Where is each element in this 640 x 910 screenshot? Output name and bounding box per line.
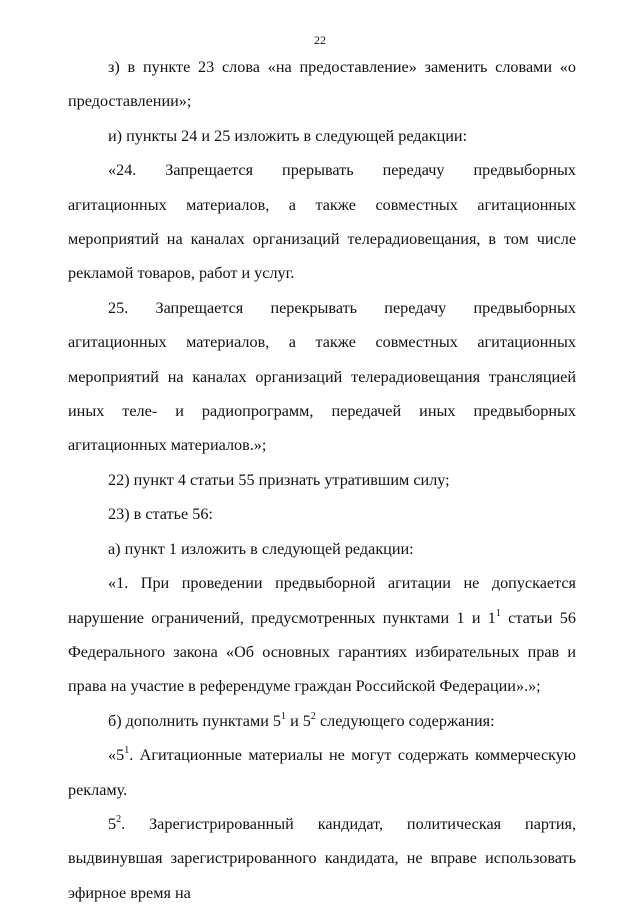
paragraph-b [68,704,576,738]
paragraph-point-1 [68,566,576,704]
paragraph-5-2 [68,807,576,910]
point-1-text-after: статьи 56 Федерального закона «Об основных гарантиях избирательных прав и права на участие в референдуме граждан Российской Федерации».»; [68,608,576,696]
point-1-text-before: «1. При проведении предвыборной агитации не допускается нарушение ограничений, предусмотренных пунктами 1 и 1 [68,574,576,627]
document-body [68,50,576,910]
paragraph-22: 22) пункт 4 статьи 55 признать утратившим силу; [108,470,450,489]
add-superscript-2: 2 [310,710,316,722]
add-text-after: следующего содержания: [315,711,495,730]
paragraph-23: 23) в статье 56: [108,505,213,524]
item-5-1-before: «5 [108,746,125,765]
paragraph-a: а) пункт 1 изложить в следующей редакции: [108,539,414,558]
paragraph-z: з) в пункте 23 слова «на предоставление» заменить словами «о предоставлении»; [68,58,576,111]
item-5-1-after: . Агитационные материалы не могут содержать коммерческую рекламу. [68,746,576,799]
item-5-2-before: 5 [108,814,117,833]
point-1-superscript: 1 [495,607,501,619]
item-5-2-after: . Зарегистрированный кандидат, политическая партия, выдвинувшая зарегистрированного кандидата, не вправе использовать эфирное время на [68,814,576,902]
add-superscript-1: 1 [281,710,287,722]
paragraph-25: 25. Запрещается перекрывать передачу предвыборных агитационных материалов, а также совместных агитационных мероприятий на каналах организаций телерадиовещания трансляцией иных теле- и радиопрограмм, передачей иных предвыборных агитационных материалов.»; [68,298,576,455]
page-number: 22 [314,33,326,47]
add-text-before: б) дополнить пунктами 5 [108,711,282,730]
paragraph-5-1 [68,738,576,807]
item-5-1-superscript: 1 [124,745,130,757]
add-text-middle: и 5 [286,711,311,730]
item-5-2-superscript: 2 [116,813,122,825]
paragraph-i: и) пункты 24 и 25 изложить в следующей редакции: [108,126,468,145]
paragraph-24: «24. Запрещается прерывать передачу предвыборных агитационных материалов, а также совместных агитационных мероприятий на каналах организаций телерадиовещания, в том числе рекламой товаров, работ и услуг. [68,161,576,283]
